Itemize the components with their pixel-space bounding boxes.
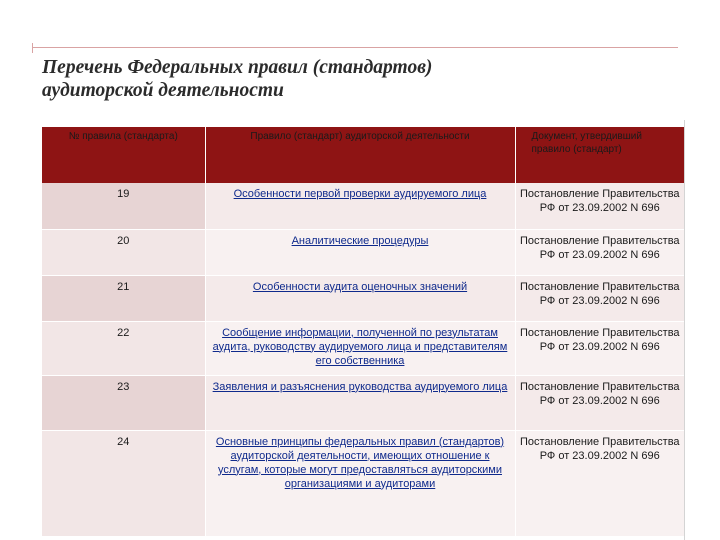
rule-name-text[interactable]: Особенности аудита оценочных значений — [252, 280, 468, 293]
table-row — [42, 183, 684, 229]
table-row — [42, 275, 684, 321]
table-row — [42, 375, 684, 430]
page-title-line-2: аудиторской деятельности — [42, 80, 284, 101]
slide-rule-tick — [32, 43, 33, 53]
approving-document: Постановление Правительства РФ от 23.09.2002 N 696 — [515, 321, 684, 375]
rule-number: 19 — [42, 183, 205, 229]
rule-name-link[interactable] — [205, 183, 515, 229]
standards-table — [42, 127, 684, 537]
rule-name-text[interactable]: Сообщение информации, полученной по результатам аудита, руководству аудируемого лица и представителям его собственника — [212, 326, 508, 367]
page-title — [42, 56, 642, 102]
rule-name-link[interactable] — [205, 375, 515, 430]
rule-name-link[interactable] — [205, 275, 515, 321]
approving-document: Постановление Правительства РФ от 23.09.2002 N 696 — [515, 375, 684, 430]
rule-name-link[interactable] — [205, 229, 515, 275]
rule-number: 23 — [42, 375, 205, 430]
table-header-row — [42, 127, 684, 183]
rule-name-text[interactable]: Аналитические процедуры — [291, 234, 429, 247]
rule-number: 20 — [42, 229, 205, 275]
slide-right-rule — [684, 120, 685, 540]
approving-document: Постановление Правительства РФ от 23.09.2002 N 696 — [515, 275, 684, 321]
rule-name-link[interactable] — [205, 321, 515, 375]
header-rule-name: Правило (стандарт) аудиторской деятельности — [205, 127, 515, 183]
rule-name-link[interactable] — [205, 430, 515, 536]
rule-name-text[interactable]: Заявления и разъяснения руководства аудируемого лица — [212, 380, 508, 393]
rule-number: 22 — [42, 321, 205, 375]
header-rule-number: № правила (стандарта) — [42, 127, 205, 183]
table-row — [42, 430, 684, 536]
header-approving-document: Документ, утвердивший правило (стандарт) — [515, 127, 684, 183]
approving-document: Постановление Правительства РФ от 23.09.2002 N 696 — [515, 183, 684, 229]
slide-top-rule — [32, 47, 678, 48]
rule-number: 24 — [42, 430, 205, 536]
table-row — [42, 321, 684, 375]
approving-document: Постановление Правительства РФ от 23.09.2002 N 696 — [515, 430, 684, 536]
page-title-line-1: Перечень Федеральных правил (стандартов) — [42, 57, 433, 78]
rule-name-text[interactable]: Основные принципы федеральных правил (стандартов) аудиторской деятельности, имеющих отношение к услугам, которые могут предоставляться аудиторскими организациями и аудиторами — [215, 435, 505, 490]
table-row — [42, 229, 684, 275]
approving-document: Постановление Правительства РФ от 23.09.2002 N 696 — [515, 229, 684, 275]
rule-number: 21 — [42, 275, 205, 321]
rule-name-text[interactable]: Особенности первой проверки аудируемого лица — [233, 188, 487, 200]
